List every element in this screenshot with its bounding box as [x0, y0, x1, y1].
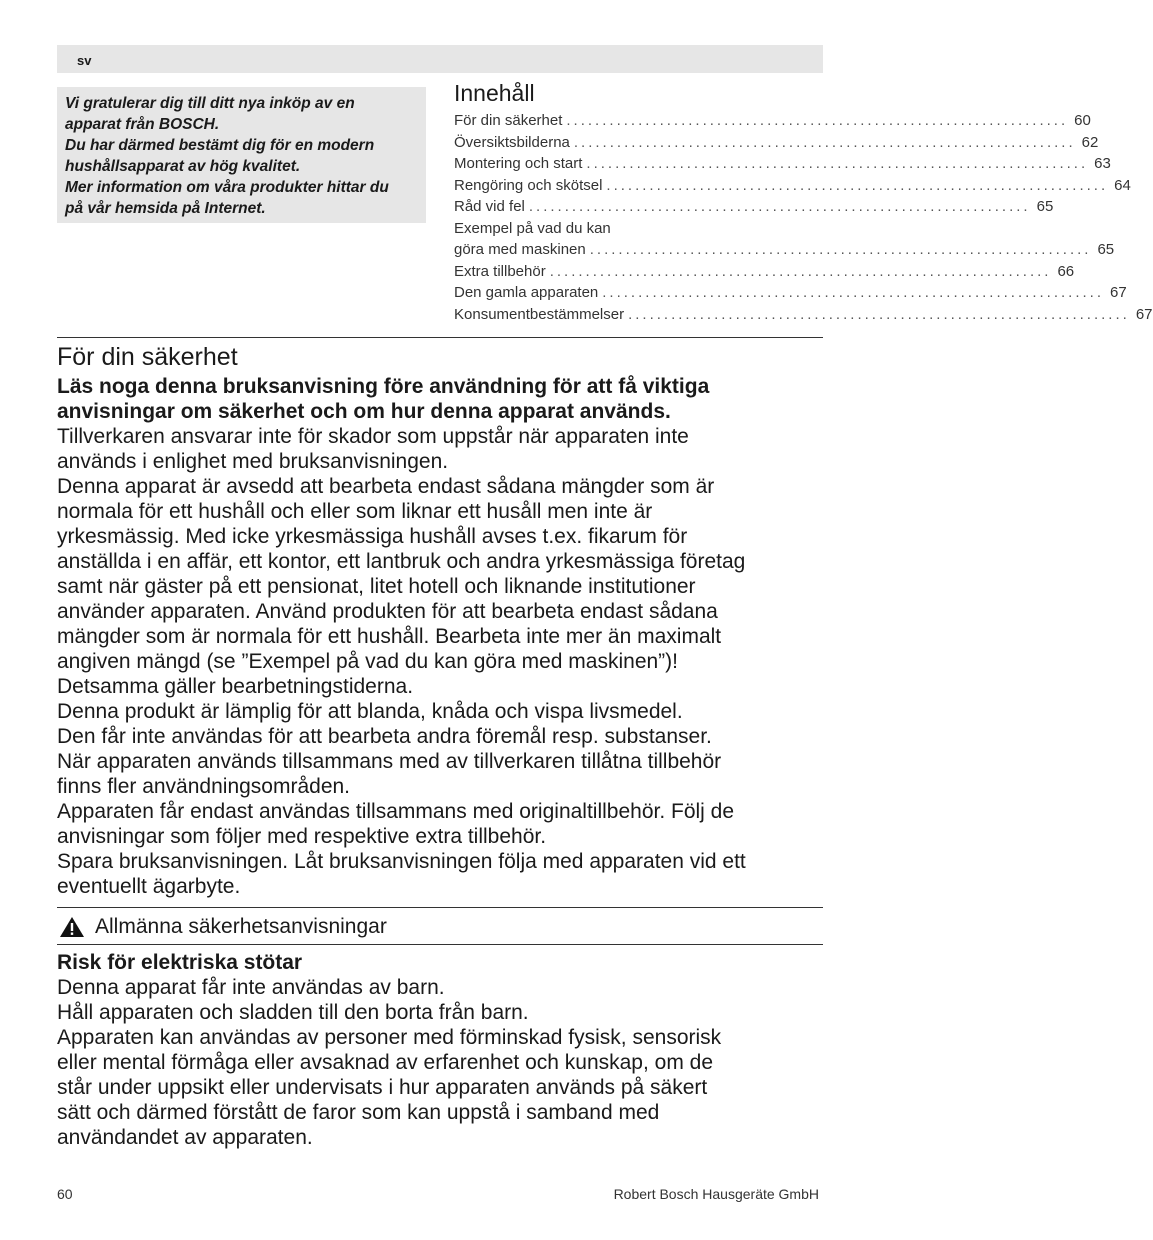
toc-leader: ...................................................................... — [589, 241, 1092, 258]
body-line: anvisningar som följer med respektive extra tillbehör. — [57, 825, 547, 848]
body-line: sätt och därmed förstått de faror som kan uppstå i samband med — [57, 1101, 660, 1124]
safety-section — [57, 340, 837, 899]
section-divider — [57, 337, 823, 338]
toc-entry-title-line1[interactable]: Exempel på vad du kan — [454, 219, 611, 237]
welcome-line: på vår hemsida på Internet. — [65, 200, 266, 217]
toc-entry[interactable] — [454, 153, 1111, 175]
section-divider — [57, 907, 823, 908]
lead-line: Läs noga denna bruksanvisning före användning för att få viktiga — [57, 375, 710, 398]
toc-entry[interactable] — [454, 196, 1054, 218]
language-bar — [57, 45, 823, 73]
body-line: använder apparaten. Använd produkten för att bearbeta endast sådana — [57, 600, 718, 623]
electric-shock-section — [57, 950, 837, 1150]
toc-leader: ...................................................................... — [573, 133, 1076, 151]
toc-leader: ...................................................................... — [528, 198, 1031, 215]
body-line: Spara bruksanvisningen. Låt bruksanvisningen följa med apparaten vid ett — [57, 850, 746, 873]
toc-entry-title: Översiktsbilderna — [454, 133, 570, 151]
body-line: yrkesmässig. Med icke yrkesmässiga hushåll avses t.ex. fikarum för — [57, 525, 688, 548]
toc-entry-page: 65 — [1097, 241, 1115, 258]
company-name: Robert Bosch Hausgeräte GmbH — [613, 1186, 819, 1202]
body-line: När apparaten används tillsammans med av tillverkaren tillåtna tillbehör — [57, 750, 722, 773]
body-line: Denna apparat är avsedd att bearbeta endast sådana mängder som är — [57, 475, 715, 498]
body-line: normala för ett hushåll och eller som liknar ett husåll men inte är — [57, 500, 653, 523]
toc-entry-title: Råd vid fel — [454, 198, 525, 215]
toc-entry-title: Konsumentbestämmelser — [454, 305, 625, 323]
general-safety-title: Allmänna säkerhetsanvisningar — [95, 915, 387, 938]
welcome-line: Mer information om våra produkter hittar du — [65, 179, 389, 196]
welcome-line: apparat från BOSCH. — [65, 116, 220, 133]
body-line: samt när gäster på ett pensionat, litet hotell och liknande institutioner — [57, 575, 696, 598]
toc-entry-title: Extra tillbehör — [454, 262, 546, 280]
toc-entry-title: Den gamla apparaten — [454, 284, 599, 301]
page-number: 60 — [57, 1186, 73, 1202]
body-line: Håll apparaten och sladden till den borta från barn. — [57, 1001, 529, 1024]
language-code: sv — [77, 53, 92, 68]
body-line: Apparaten får endast användas tillsammans med originaltillbehör. Följ de — [57, 800, 735, 823]
body-line: Apparaten kan användas av personer med förminskad fysisk, sensorisk — [57, 1026, 722, 1049]
body-line: eventuellt ägarbyte. — [57, 875, 241, 898]
lead-line: anvisningar om säkerhet och om hur denna apparat används. — [57, 400, 671, 423]
toc-leader: ...................................................................... — [586, 155, 1089, 172]
general-safety-heading — [57, 911, 823, 943]
table-of-contents — [454, 78, 1153, 325]
body-line: Tillverkaren ansvarar inte för skador som uppstår när apparaten inte — [57, 425, 689, 448]
welcome-line: Du har därmed bestämt dig för en modern — [65, 137, 375, 154]
toc-entry[interactable] — [454, 132, 1099, 154]
toc-entry-page: 62 — [1081, 133, 1099, 151]
toc-entry-page: 60 — [1074, 112, 1091, 129]
toc-entry-title: Montering och start — [454, 155, 583, 172]
toc-entry-page: 66 — [1057, 262, 1075, 280]
toc-entry-page: 67 — [1110, 284, 1127, 301]
welcome-line: hushållsapparat av hög kvalitet. — [65, 158, 301, 175]
toc-leader: ...................................................................... — [566, 112, 1069, 129]
body-line: angiven mängd (se ”Exempel på vad du kan göra med maskinen”)! — [57, 650, 678, 673]
toc-entry[interactable] — [454, 304, 1153, 326]
toc-entry[interactable] — [454, 175, 1131, 197]
toc-entry-page: 67 — [1135, 305, 1153, 323]
body-line: anställda i en affär, ett kontor, ett lantbruk och andra yrkesmässiga företag — [57, 550, 746, 573]
section-title: För din säkerhet — [57, 343, 238, 371]
toc-entry[interactable] — [454, 239, 1115, 261]
toc-leader: ...................................................................... — [549, 262, 1052, 280]
toc-entry[interactable] — [454, 261, 1075, 283]
toc-entry-page: 65 — [1036, 198, 1054, 215]
toc-leader: ...................................................................... — [606, 176, 1109, 194]
welcome-box — [57, 87, 426, 223]
body-line: mängder som är normala för ett hushåll. Bearbeta inte mer än maximalt — [57, 625, 722, 648]
section-divider — [57, 944, 823, 945]
body-line: Detsamma gäller bearbetningstiderna. — [57, 675, 414, 698]
body-line: finns fler användningsområden. — [57, 775, 351, 798]
body-line: Denna produkt är lämplig för att blanda, knåda och vispa livsmedel. — [57, 700, 683, 723]
toc-entry-page: 63 — [1094, 155, 1111, 172]
body-line: Den får inte användas för att bearbeta andra föremål resp. substanser. — [57, 725, 712, 748]
body-line: används i enlighet med bruksanvisningen. — [57, 450, 449, 473]
toc-entry-page: 64 — [1114, 176, 1131, 194]
body-line: står under uppsikt eller undervisats i hur apparaten används på säkert — [57, 1076, 708, 1099]
body-line: eller mental förmåga eller avsaknad av erfarenhet och kunskap, om de — [57, 1051, 714, 1074]
welcome-line: Vi gratulerar dig till ditt nya inköp av en — [65, 95, 355, 112]
page-footer — [57, 1186, 819, 1202]
toc-entry[interactable] — [454, 282, 1127, 304]
toc-entry-title: Rengöring och skötsel — [454, 176, 603, 194]
body-line: användandet av apparaten. — [57, 1126, 313, 1149]
toc-entry-title: För din säkerhet — [454, 112, 563, 129]
toc-title: Innehåll — [454, 80, 535, 106]
subsection-title: Risk för elektriska stötar — [57, 951, 303, 974]
toc-leader: ...................................................................... — [602, 284, 1104, 301]
warning-triangle-icon — [59, 916, 85, 938]
body-line: Denna apparat får inte användas av barn. — [57, 976, 445, 999]
toc-entry[interactable] — [454, 110, 1091, 132]
toc-entry-title: göra med maskinen — [454, 241, 586, 258]
toc-leader: ...................................................................... — [628, 305, 1130, 323]
